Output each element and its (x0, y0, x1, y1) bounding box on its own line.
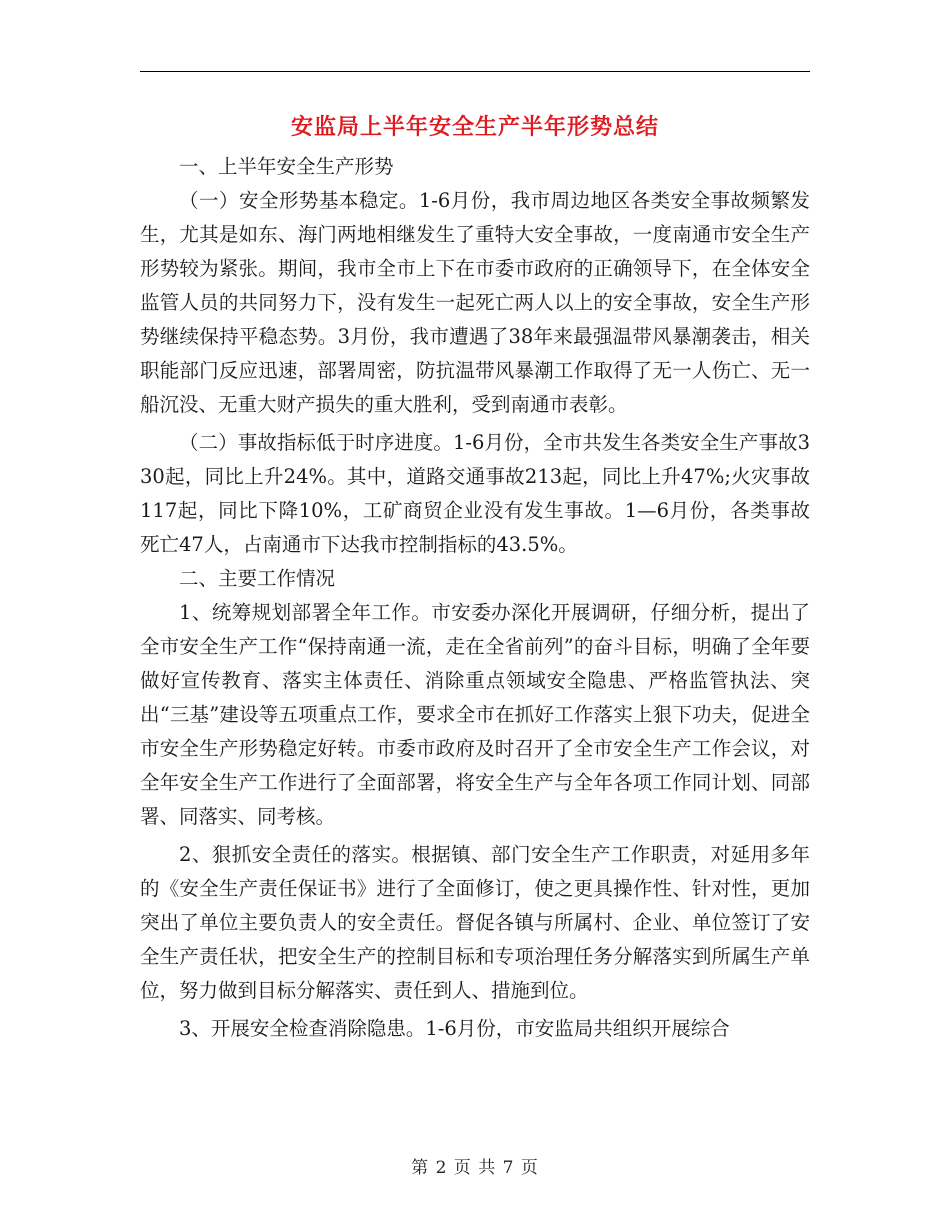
paragraph-work-planning: 1、统筹规划部署全年工作。市安委办深化开展调研，仔细分析，提出了全市安全生产工作“保持南通一流，走在全省前列”的奋斗目标，明确了全年要做好宣传教育、落实主体责任、消除重点领域安全隐患、严格监管执法、突出“三基”建设等五项重点工作，要求全市在抓好工作落实上狠下功夫，促进全市安全生产形势稳定好转。市委市政府及时召开了全市安全生产工作会议，对全年安全生产工作进行了全面部署，将安全生产与全年各项工作同计划、同部署、同落实、同考核。 (140, 601, 810, 828)
section-heading-2: 二、主要工作情况 (179, 567, 336, 590)
page-footer: 第 2 页 共 7 页 (411, 1158, 539, 1178)
header-rule (140, 71, 810, 72)
document-body (140, 150, 810, 1046)
section-heading-1: 一、上半年安全生产形势 (179, 155, 394, 178)
paragraph-safety-situation: （一）安全形势基本稳定。1-6月份，我市周边地区各类安全事故频繁发生，尤其是如东、海门两地相继发生了重特大安全事故，一度南通市安全生产形势较为紧张。期间，我市全市上下在市委市政府的正确领导下，在全体安全监管人员的共同努力下，没有发生一起死亡两人以上的安全事故，安全生产形势继续保持平稳态势。3月份，我市遭遇了38年来最强温带风暴潮袭击，相关职能部门反应迅速，部署周密，防抗温带风暴潮工作取得了无一人伤亡、无一船沉没、无重大财产损失的重大胜利，受到南通市表彰。 (140, 189, 810, 416)
document-title: 安监局上半年安全生产半年形势总结 (290, 114, 659, 140)
paragraph-accident-indicators: （二）事故指标低于时序进度。1-6月份，全市共发生各类安全生产事故330起，同比上升24%。其中，道路交通事故213起，同比上升47%;火灾事故117起，同比下降10%，工矿商贸企业没有发生事故。1—6月份，各类事故死亡47人，占南通市下达我市控制指标的43.5%。 (140, 431, 810, 556)
paragraph-inspection: 3、开展安全检查消除隐患。1-6月份，市安监局共组织开展综合 (179, 1017, 730, 1040)
paragraph-responsibility: 2、狠抓安全责任的落实。根据镇、部门安全生产工作职责，对延用多年的《安全生产责任保证书》进行了全面修订，使之更具操作性、针对性，更加突出了单位主要负责人的安全责任。督促各镇与所属村、企业、单位签订了安全生产责任状，把安全生产的控制目标和专项治理任务分解落实到所属生产单位，努力做到目标分解落实、责任到人、措施到位。 (140, 843, 810, 1002)
